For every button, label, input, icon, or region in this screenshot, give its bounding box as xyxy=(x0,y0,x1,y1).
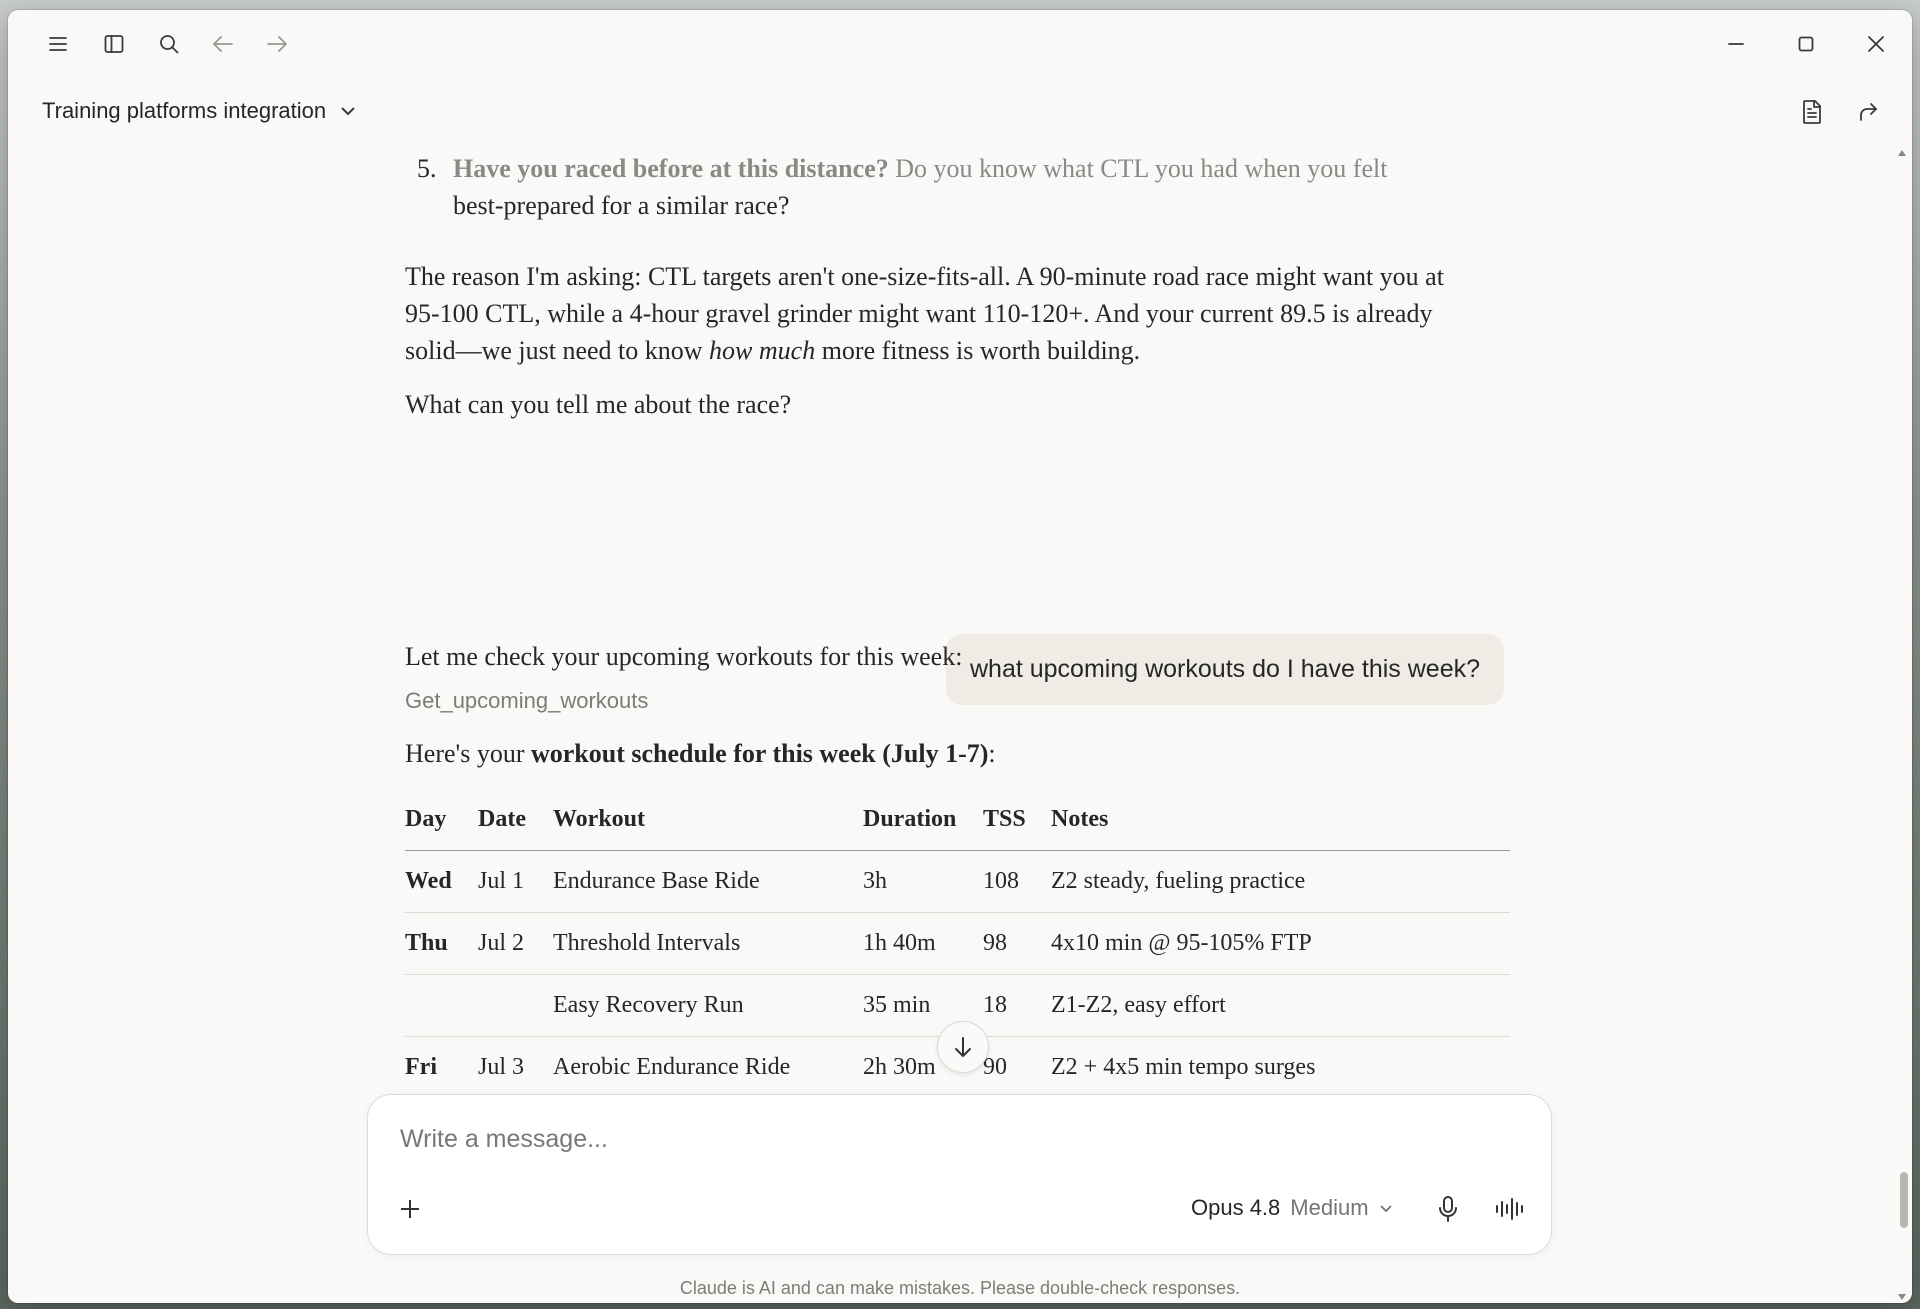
tool-call-label[interactable]: Get_upcoming_workouts xyxy=(405,688,649,713)
voice-mode-button[interactable] xyxy=(1492,1191,1528,1227)
cell-workout: Endurance Base Ride xyxy=(553,850,863,912)
cell-workout: Aerobic Endurance Ride xyxy=(553,1036,863,1098)
assistant-paragraph-1 xyxy=(405,258,1485,369)
model-name: Opus 4.8 xyxy=(1191,1195,1281,1220)
chat-title-dropdown[interactable] xyxy=(42,98,356,124)
close-icon xyxy=(1866,34,1886,54)
table-row xyxy=(405,912,1510,974)
arrow-down-icon xyxy=(953,1035,973,1059)
paragraph-text: The reason I'm asking: CTL targets aren't one-size-fits-all. A 90-minute road race might want you at 95-100 CTL, while a 4-hour gravel grinder might want 110-120+. And your current 89.5 is already solid—we just need to know xyxy=(405,262,1444,365)
cell-tss: 18 xyxy=(983,974,1051,1036)
cell-notes: 4x10 min @ 95-105% FTP xyxy=(1051,912,1510,974)
chevron-down-icon xyxy=(340,106,356,116)
minimize-button[interactable] xyxy=(1720,28,1752,60)
artifact-button[interactable] xyxy=(1794,94,1830,130)
cell-tss: 98 xyxy=(983,912,1051,974)
schedule-bold: workout schedule for this week (July 1-7) xyxy=(530,739,989,768)
arrow-right-icon xyxy=(265,33,289,55)
plus-icon xyxy=(399,1198,421,1220)
message-input[interactable]: Write a message... xyxy=(400,1125,608,1153)
menu-button[interactable] xyxy=(42,28,74,60)
message-composer xyxy=(367,1094,1552,1255)
cell-date: Jul 2 xyxy=(478,912,553,974)
table-row xyxy=(405,850,1510,912)
list-item-rest-line2: best-prepared for a similar race? xyxy=(453,191,790,220)
paragraph-italic: how much xyxy=(709,336,816,365)
maximize-icon xyxy=(1796,34,1816,54)
microphone-icon xyxy=(1437,1195,1459,1223)
cell-day: Fri xyxy=(405,1036,478,1098)
column-header-day: Day xyxy=(405,790,478,850)
scroll-to-bottom-button[interactable] xyxy=(937,1021,989,1073)
close-button[interactable] xyxy=(1860,28,1892,60)
user-message-text: what upcoming workouts do I have this week? xyxy=(970,655,1480,683)
chat-header xyxy=(8,90,1912,134)
chat-title: Training platforms integration xyxy=(42,98,327,123)
cell-notes: Z2 + 4x5 min tempo surges xyxy=(1051,1036,1510,1098)
back-button[interactable] xyxy=(207,28,239,60)
arrow-left-icon xyxy=(211,33,235,55)
column-header-date: Date xyxy=(478,790,553,850)
cell-duration: 35 min xyxy=(863,974,983,1036)
table-header-row xyxy=(405,790,1510,850)
chevron-down-icon xyxy=(1379,1204,1393,1213)
column-header-notes: Notes xyxy=(1051,790,1510,850)
hamburger-icon xyxy=(47,33,69,55)
cell-workout: Easy Recovery Run xyxy=(553,974,863,1036)
document-icon xyxy=(1800,99,1824,125)
assistant-intro: Let me check your upcoming workouts for this week: xyxy=(405,642,963,671)
share-icon xyxy=(1856,100,1880,124)
minimize-icon xyxy=(1726,34,1746,54)
list-item-number: 5. xyxy=(417,154,437,183)
maximize-button[interactable] xyxy=(1790,28,1822,60)
dictation-button[interactable] xyxy=(1430,1191,1466,1227)
title-bar xyxy=(8,10,1912,68)
cell-duration: 2h 30m xyxy=(863,1036,983,1098)
scroll-down-arrow[interactable] xyxy=(1898,1294,1906,1300)
schedule-suffix: : xyxy=(988,739,996,768)
disclaimer-text: Claude is AI and can make mistakes. Please double-check responses. xyxy=(679,1278,1241,1298)
scroll-up-arrow[interactable] xyxy=(1898,150,1906,156)
cell-day xyxy=(405,974,478,1036)
model-selector[interactable] xyxy=(1191,1195,1393,1221)
cell-date xyxy=(478,974,553,1036)
list-item-rest-line1: Do you know what CTL you had when you felt xyxy=(888,154,1388,183)
app-window xyxy=(8,10,1912,1303)
cell-duration: 3h xyxy=(863,850,983,912)
list-item-bold: Have you raced before at this distance? xyxy=(453,154,889,183)
cell-workout: Threshold Intervals xyxy=(553,912,863,974)
cell-day: Wed xyxy=(405,850,478,912)
sidebar-toggle-button[interactable] xyxy=(98,28,130,60)
sidebar-toggle-icon xyxy=(103,33,125,55)
scrollbar-thumb[interactable] xyxy=(1900,1172,1908,1228)
schedule-prefix: Here's your xyxy=(405,739,531,768)
search-button[interactable] xyxy=(153,28,185,60)
voice-waveform-icon xyxy=(1494,1196,1526,1222)
column-header-workout: Workout xyxy=(553,790,863,850)
forward-button[interactable] xyxy=(261,28,293,60)
column-header-duration: Duration xyxy=(863,790,983,850)
cell-tss: 90 xyxy=(983,1036,1051,1098)
cell-duration: 1h 40m xyxy=(863,912,983,974)
cell-day: Thu xyxy=(405,912,478,974)
list-item-text xyxy=(453,150,1493,224)
effort-level: Medium xyxy=(1290,1195,1369,1220)
share-button[interactable] xyxy=(1850,94,1886,130)
search-icon xyxy=(158,33,180,55)
paragraph-text-end: more fitness is worth building. xyxy=(815,336,1141,365)
add-attachment-button[interactable] xyxy=(390,1189,430,1229)
cell-tss: 108 xyxy=(983,850,1051,912)
cell-date: Jul 3 xyxy=(478,1036,553,1098)
cell-date: Jul 1 xyxy=(478,850,553,912)
cell-notes: Z2 steady, fueling practice xyxy=(1051,850,1510,912)
cell-notes: Z1-Z2, easy effort xyxy=(1051,974,1510,1036)
column-header-tss: TSS xyxy=(983,790,1051,850)
schedule-heading xyxy=(405,735,1485,772)
assistant-paragraph-2: What can you tell me about the race? xyxy=(405,390,792,419)
